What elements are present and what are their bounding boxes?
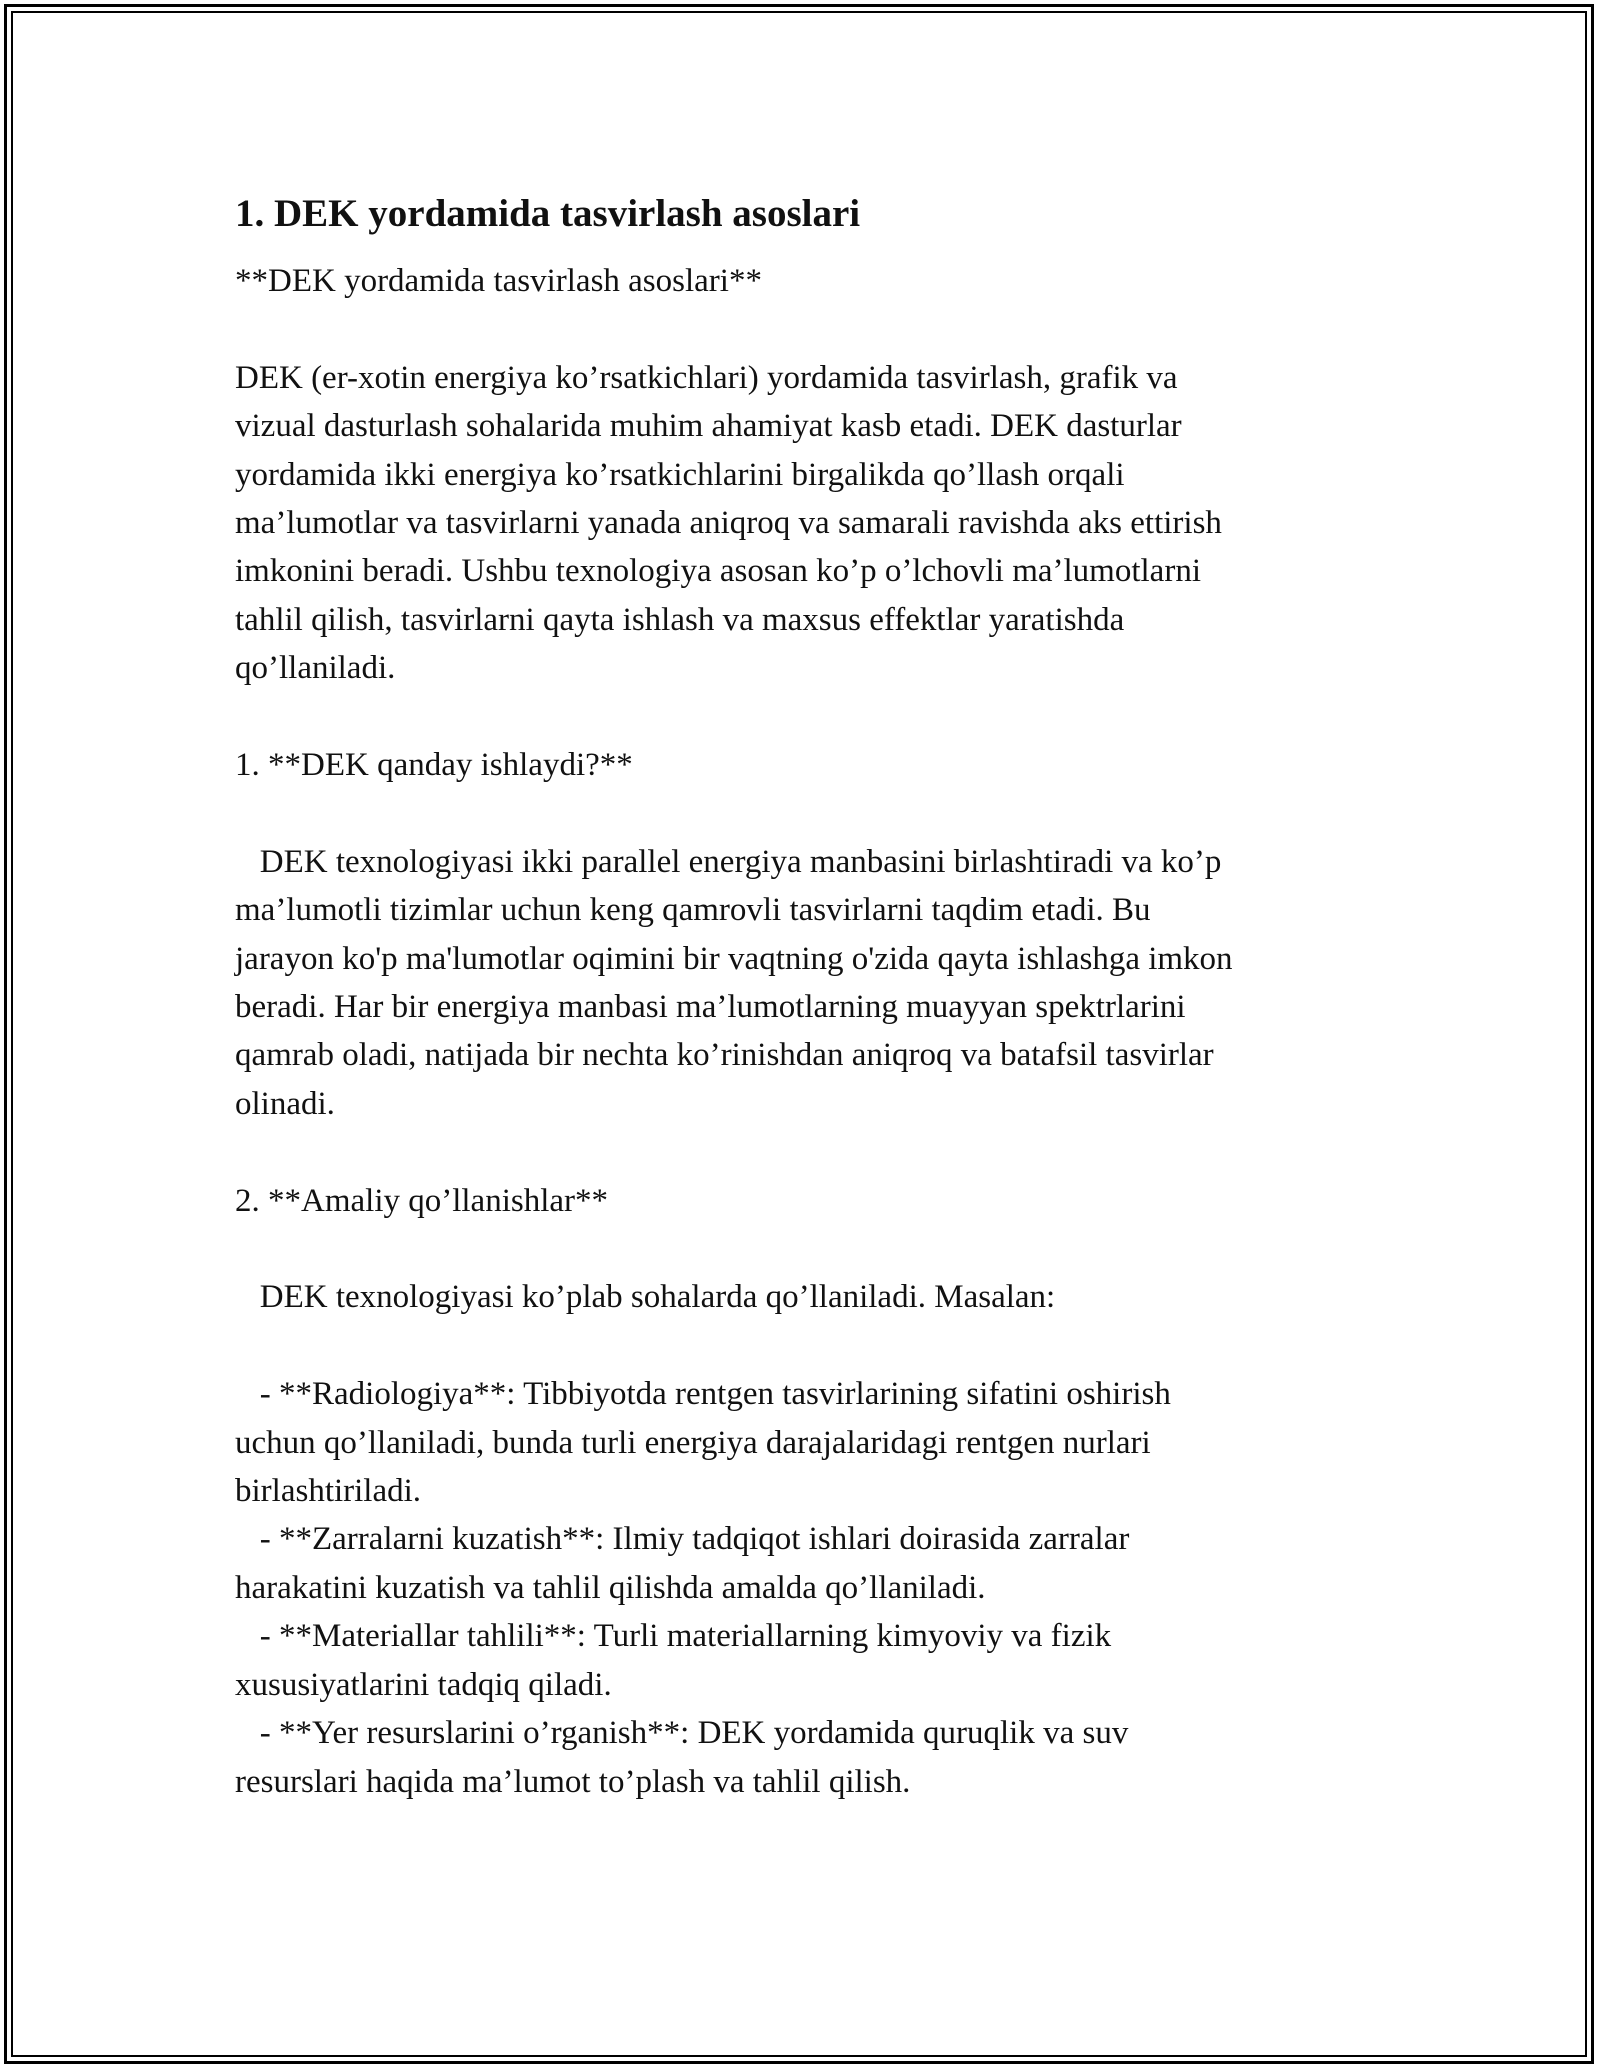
- section-2-title: 2. **Amaliy qo’llanishlar**: [235, 1182, 609, 1219]
- paragraph-gap: [235, 789, 1385, 837]
- document-heading: 1. DEK yordamida tasvirlash asoslari: [235, 192, 861, 235]
- section-2-list: - **Radiologiya**: Tibbiyotda rentgen tasvirlarining sifatini oshirish uchun qo’llaniladi, bunda turli energiya darajalaridagi rentgen nurlari birlashtiriladi. - **Zarralarni kuzatish**: Ilmiy tadqiqot ishlari doirasida zarralar harakatini kuzatish va tahlil qilishda amalda qo’llaniladi. - **Materiallar tahlili**: Turli materiallarning kimyoviy va fizik xususiyatlarini tadqiq qiladi. - **Yer resurslarini o’rganish**: DEK yordamida quruqlik va suv resurslari haqida ma’lumot to’plash va tahlil qilish.: [235, 1376, 1171, 1800]
- intro-paragraph: DEK (er-xotin energiya ko’rsatkichlari) yordamida tasvirlash, grafik va vizual dasturlash sohalarida muhim ahamiyat kasb etadi. DEK dasturlar yordamida ikki energiya ko’rsatkichlarini birgalikda qo’llash orqali ma’lumotlar va tasvirlarni yanada aniqroq va samarali ravishda aks ettirish imkonini beradi. Ushbu texnologiya asosan ko’p o’lchovli ma’lumotlarni tahlil qilish, tasvirlarni qayta ishlash va maxsus effektlar yaratishda qo’llaniladi.: [235, 359, 1222, 687]
- section-1-title: 1. **DEK qanday ishlaydi?**: [235, 747, 633, 784]
- paragraph-gap: [235, 305, 1385, 353]
- document-body: [235, 185, 1385, 1806]
- paragraph-gap: [235, 1322, 1385, 1370]
- paragraph-gap: [235, 1225, 1385, 1273]
- paragraph-gap: [235, 693, 1385, 741]
- paragraph-gap: [235, 1128, 1385, 1176]
- section-2-intro: DEK texnologiyasi ko’plab sohalarda qo’llaniladi. Masalan:: [235, 1279, 1056, 1316]
- section-1-body: DEK texnologiyasi ikki parallel energiya manbasini birlashtiradi va ko’p ma’lumotli tizimlar uchun keng qamrovli tasvirlarni taqdim etadi. Bu jarayon ko'p ma'lumotlar oqimini bir vaqtning o'zida qayta ishlashga imkon beradi. Har bir energiya manbasi ma’lumotlarning muayyan spektrlarini qamrab oladi, natijada bir nechta ko’rinishdan aniqroq va batafsil tasvirlar olinadi.: [235, 843, 1233, 1122]
- bold-title-paragraph: **DEK yordamida tasvirlash asoslari**: [235, 263, 762, 299]
